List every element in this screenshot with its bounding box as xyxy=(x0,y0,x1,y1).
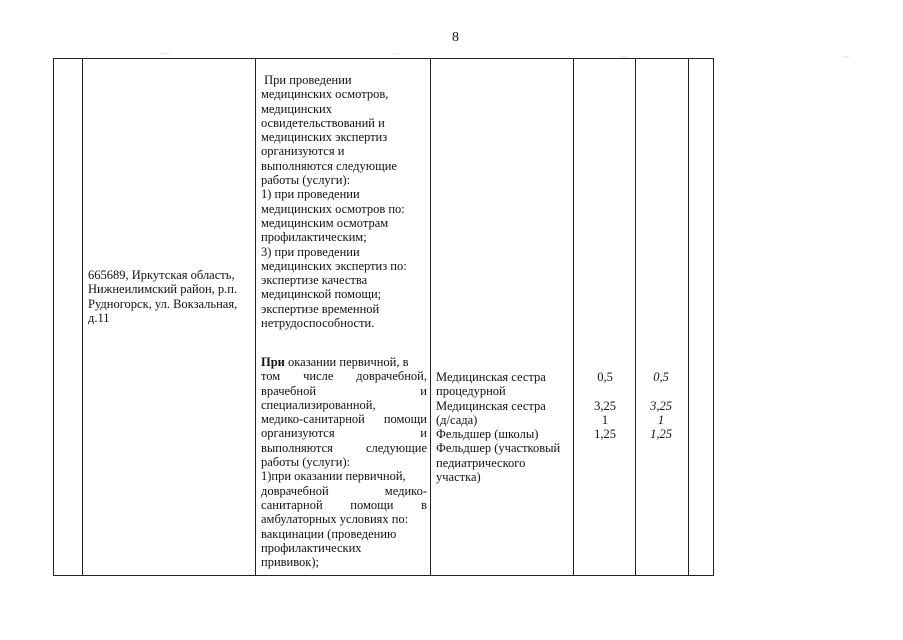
staff-positions xyxy=(436,370,560,484)
text-line: медицинской помощи; xyxy=(261,287,382,302)
bold-lead-word: При xyxy=(261,355,285,369)
text-line: амбулаторных условиях по: xyxy=(261,512,409,527)
text-line: 1) при проведении xyxy=(261,187,360,202)
rate-value: 0,5 xyxy=(653,370,669,384)
rate-spacer xyxy=(585,384,625,398)
column-divider xyxy=(688,58,689,576)
text-line: медицинских xyxy=(261,101,332,116)
staff-line: Медицинская сестра xyxy=(436,370,546,384)
text-line: прививок); xyxy=(261,555,319,570)
text-line: экспертизе временной xyxy=(261,301,380,316)
text-line: санитарной помощи в xyxy=(261,497,427,512)
rate-value: 1 xyxy=(601,412,609,427)
staff-line: Фельдшер (участковый xyxy=(436,441,561,456)
scan-artifact: ~~~ xyxy=(160,52,170,58)
address-line: 665689, Иркутская область, xyxy=(88,268,235,282)
text-line: работы (услуги): xyxy=(261,455,351,470)
text-line: нетрудоспособности. xyxy=(261,316,375,331)
text-line: медицинским осмотрам xyxy=(261,215,389,230)
rate-value: 1,25 xyxy=(650,427,672,442)
rate-value: 3,25 xyxy=(594,398,616,413)
rate-value: 1,25 xyxy=(594,427,616,442)
text-line: организуются и xyxy=(261,144,345,159)
address-cell xyxy=(88,268,237,325)
text-line: медицинских осмотров по: xyxy=(261,201,405,216)
text-line: работы (услуги): xyxy=(261,173,351,188)
text-line: выполняются следующие xyxy=(261,440,427,455)
text-line: экспертизе качества xyxy=(261,273,368,288)
text-line: При проведении xyxy=(261,73,352,87)
text-line: освидетельствований и xyxy=(261,115,385,130)
rate-value: 3,25 xyxy=(650,398,672,413)
staff-line: (д/сада) xyxy=(436,412,478,427)
text-line: медицинских экспертиз по: xyxy=(261,258,407,273)
text-line: специализированной, xyxy=(261,397,376,412)
rate-column-2 xyxy=(641,370,681,441)
column-divider xyxy=(255,58,256,576)
rate-spacer xyxy=(641,384,681,398)
staff-line: участка) xyxy=(436,470,481,485)
text-line: 3) при проведении xyxy=(261,244,360,259)
text-line: врачебной и xyxy=(261,383,427,398)
text-fragment: оказании первичной, в xyxy=(284,355,409,369)
rate-value: 0,5 xyxy=(597,370,613,384)
text-line: вакцинации (проведению xyxy=(261,526,397,541)
text-line: организуются и xyxy=(261,426,427,441)
text-line xyxy=(261,355,427,369)
text-line: медицинских экспертиз xyxy=(261,130,388,145)
text-line: профилактических xyxy=(261,540,362,555)
column-divider xyxy=(430,58,431,576)
scan-artifact: ~~ xyxy=(843,55,850,61)
text-line: профилактическим; xyxy=(261,230,367,245)
staff-line: педиатрического xyxy=(436,455,526,470)
text-line: доврачебной медико- xyxy=(261,483,427,498)
scan-artifact: ~~ xyxy=(620,55,627,61)
text-line: 1)при оказании первичной, xyxy=(261,469,406,484)
services-block-exams xyxy=(261,73,407,330)
text-line: медицинских осмотров, xyxy=(261,87,389,102)
address-line: Рудногорск, ул. Вокзальная, xyxy=(88,296,238,311)
rate-column-1 xyxy=(585,370,625,441)
address-line: Нижнеилимский район, р.п. xyxy=(88,282,238,297)
column-divider xyxy=(573,58,574,576)
staff-line: Фельдшер (школы) xyxy=(436,427,539,442)
rate-value: 1 xyxy=(657,412,665,427)
text-line: выполняются следующие xyxy=(261,158,397,173)
services-block-primary-care xyxy=(261,355,427,569)
text-line: том числе доврачебной, xyxy=(261,369,427,384)
text-line: медико-санитарной помощи xyxy=(261,412,427,427)
staff-line: процедурной xyxy=(436,384,506,399)
column-divider xyxy=(635,58,636,576)
address-line: д.11 xyxy=(88,310,110,325)
scan-artifact: ~~ xyxy=(393,52,400,58)
staff-line: Медицинская сестра xyxy=(436,398,546,413)
column-divider xyxy=(82,58,83,576)
page-number: 8 xyxy=(452,30,459,45)
